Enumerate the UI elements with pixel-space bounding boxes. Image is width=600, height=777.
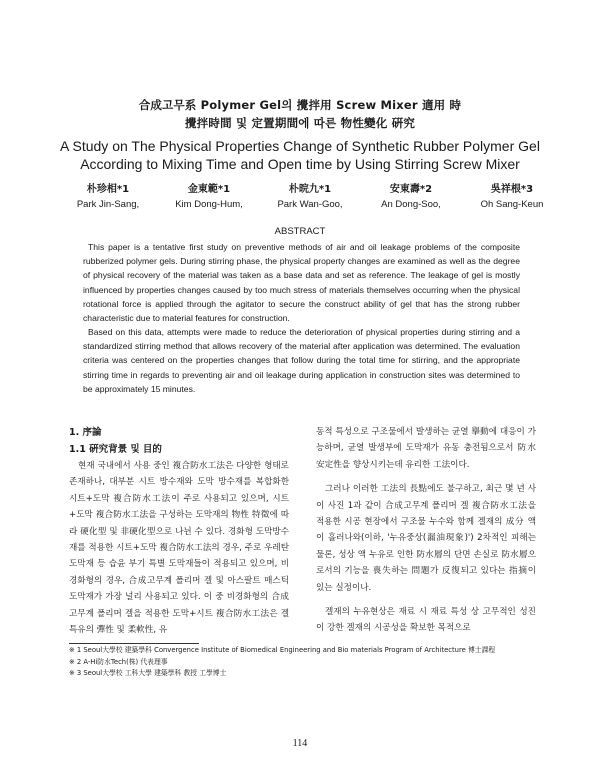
author-name-english: An Dong-Soo, [381,199,441,210]
title-korean-line1: 合成고무系 Polymer Gel의 攪拌用 Screw Mixer 適用 時 [138,98,462,112]
author-name-korean: 安東壽*2 [389,184,433,195]
author-name-english: Oh Sang-Keun [480,199,544,210]
author [60,180,156,210]
author-name-english: Park Wan-Goo, [277,199,343,210]
author [363,180,459,210]
body-column-left [69,424,289,638]
author-name-korean: 吳祥根*3 [490,184,534,195]
footnote-divider [69,643,199,644]
author-name-english: Kim Dong-Hum, [175,199,243,210]
author-list [60,180,560,210]
body-paragraph: 현재 국내에서 사용 중인 複合防水工法은 다양한 형태로 존재하나, 대부분 시트 방수재와 도막 방수재를 복합화한 시트+도막 複合防水工法이 주로 사용되고 있으며, 시트+도막 複合防水工法을 구성하는 도막재의 物性 特徵에 따라 硬化型 및 非硬化型으로 나뉜 수 있다. 경화형 도막방수재를 적용한 시트+도막 複合防水工法의 경우, 주로 우레탄 도막재 등 습윤 부기 특별 도막재들이 적용되고 있으며, 비경화형의 경우, 合成고무계 폴리머 겔 및 아스팔트 매스틱 도막재가 가장 널리 사용되고 있다. 이 중 비경화형의 合成고무계 폴리머 겔을 적용한 도막+시트 複合防水工法은 겔 특유의 彈性 및 柔軟性, 유 [69,461,289,636]
abstract-heading: ABSTRACT [274,226,326,237]
title-english-line2: According to Mixing Time and Open time by Using Stirring Screw Mixer [80,156,520,172]
body-paragraph: 동적 특성으로 구조물에서 발생하는 균열 擧動에 대응이 가능하며, 균열 발생부에 도막재가 유동 충전됨으로서 防水 安定性을 향상시키는데 유리한 工法이다. [316,427,536,470]
body-paragraph: 겔재의 누유현상은 재료 시 재료 특성 상 고무적인 성진이 강한 겔재의 시공성을 확보한 목적으로 [316,607,536,634]
title-korean-line2: 攪拌時間 및 定置期間에 따른 物性變化 硏究 [184,116,416,130]
footnote: ※ 1 Seoul大學校 建築學科 Convergence Institute of Biomedical Engineering and Bio materials Program of Architecture 博士課程 [69,646,496,654]
footnote: ※ 2 A-Hi防水Tech(株) 代表理事 [69,657,168,666]
author-name-korean: 金東範*1 [187,184,231,195]
author [161,180,257,210]
page-number: 114 [292,738,308,749]
abstract-paragraph: This paper is a tentative first study on preventive methods of air and oil leakage problems of the composite rubberized polymer gels. During stirring phase, the physical property changes are examined as well as the degree of physical recovery of the material was taken as a base data and set as reference. The leakage of gel is mostly influenced by properties changes caused by too much stress of materials themselves occurring when the physical rotational force is applied through the agitator to secure the construct ability of gel that has the strong rubber characteristic due to material features for construction. [83,242,520,324]
abstract-paragraph: Based on this data, attempts were made to reduce the deterioration of physical properties during stirring and a standardized stirring method that allows recovery of the material after application was determined. The evaluation criteria was centered on the properties changes that follow during the total time for stirring, and the appropriate stirring time in regards to preventing air and oil leakage during application in construction sites was determined to be approximately 15 minutes. [83,327,520,394]
author [464,180,560,210]
footnote: ※ 3 Seoul大學校 工科大學 建築學科 教授 工學博士 [69,669,227,677]
footnotes [69,645,539,680]
body-column-right [316,424,536,637]
subsection-heading: 1.1 硏究背景 및 目的 [69,444,162,455]
section-heading: 1. 序論 [69,427,102,438]
author-name-korean: 朴晥九*1 [288,184,332,195]
author-name-korean: 朴珍相*1 [86,184,130,195]
author-name-english: Park Jin-Sang, [76,199,140,210]
author [262,180,358,210]
title-english-line1: A Study on The Physical Properties Change of Synthetic Rubber Polymer Gel [60,138,540,154]
body-paragraph: 그러나 이러한 工法의 長點에도 불구하고, 최근 몇 년 사이 사진 1과 같이 合成고무계 폴리머 겔 複合防水工法을 적용한 시공 현장에서 구조물 누수와 함께 겔재의 成分 액이 흘러나와(이하, '누유중상(漏油現象)') 2차적인 피해는 물론, 성상 액 누유로 인한 防水層의 단면 손실로 防水層으로서의 기능을 喪失하는 問題가 反復되고 있다는 指摘이 있는 실정이나. [316,484,536,593]
